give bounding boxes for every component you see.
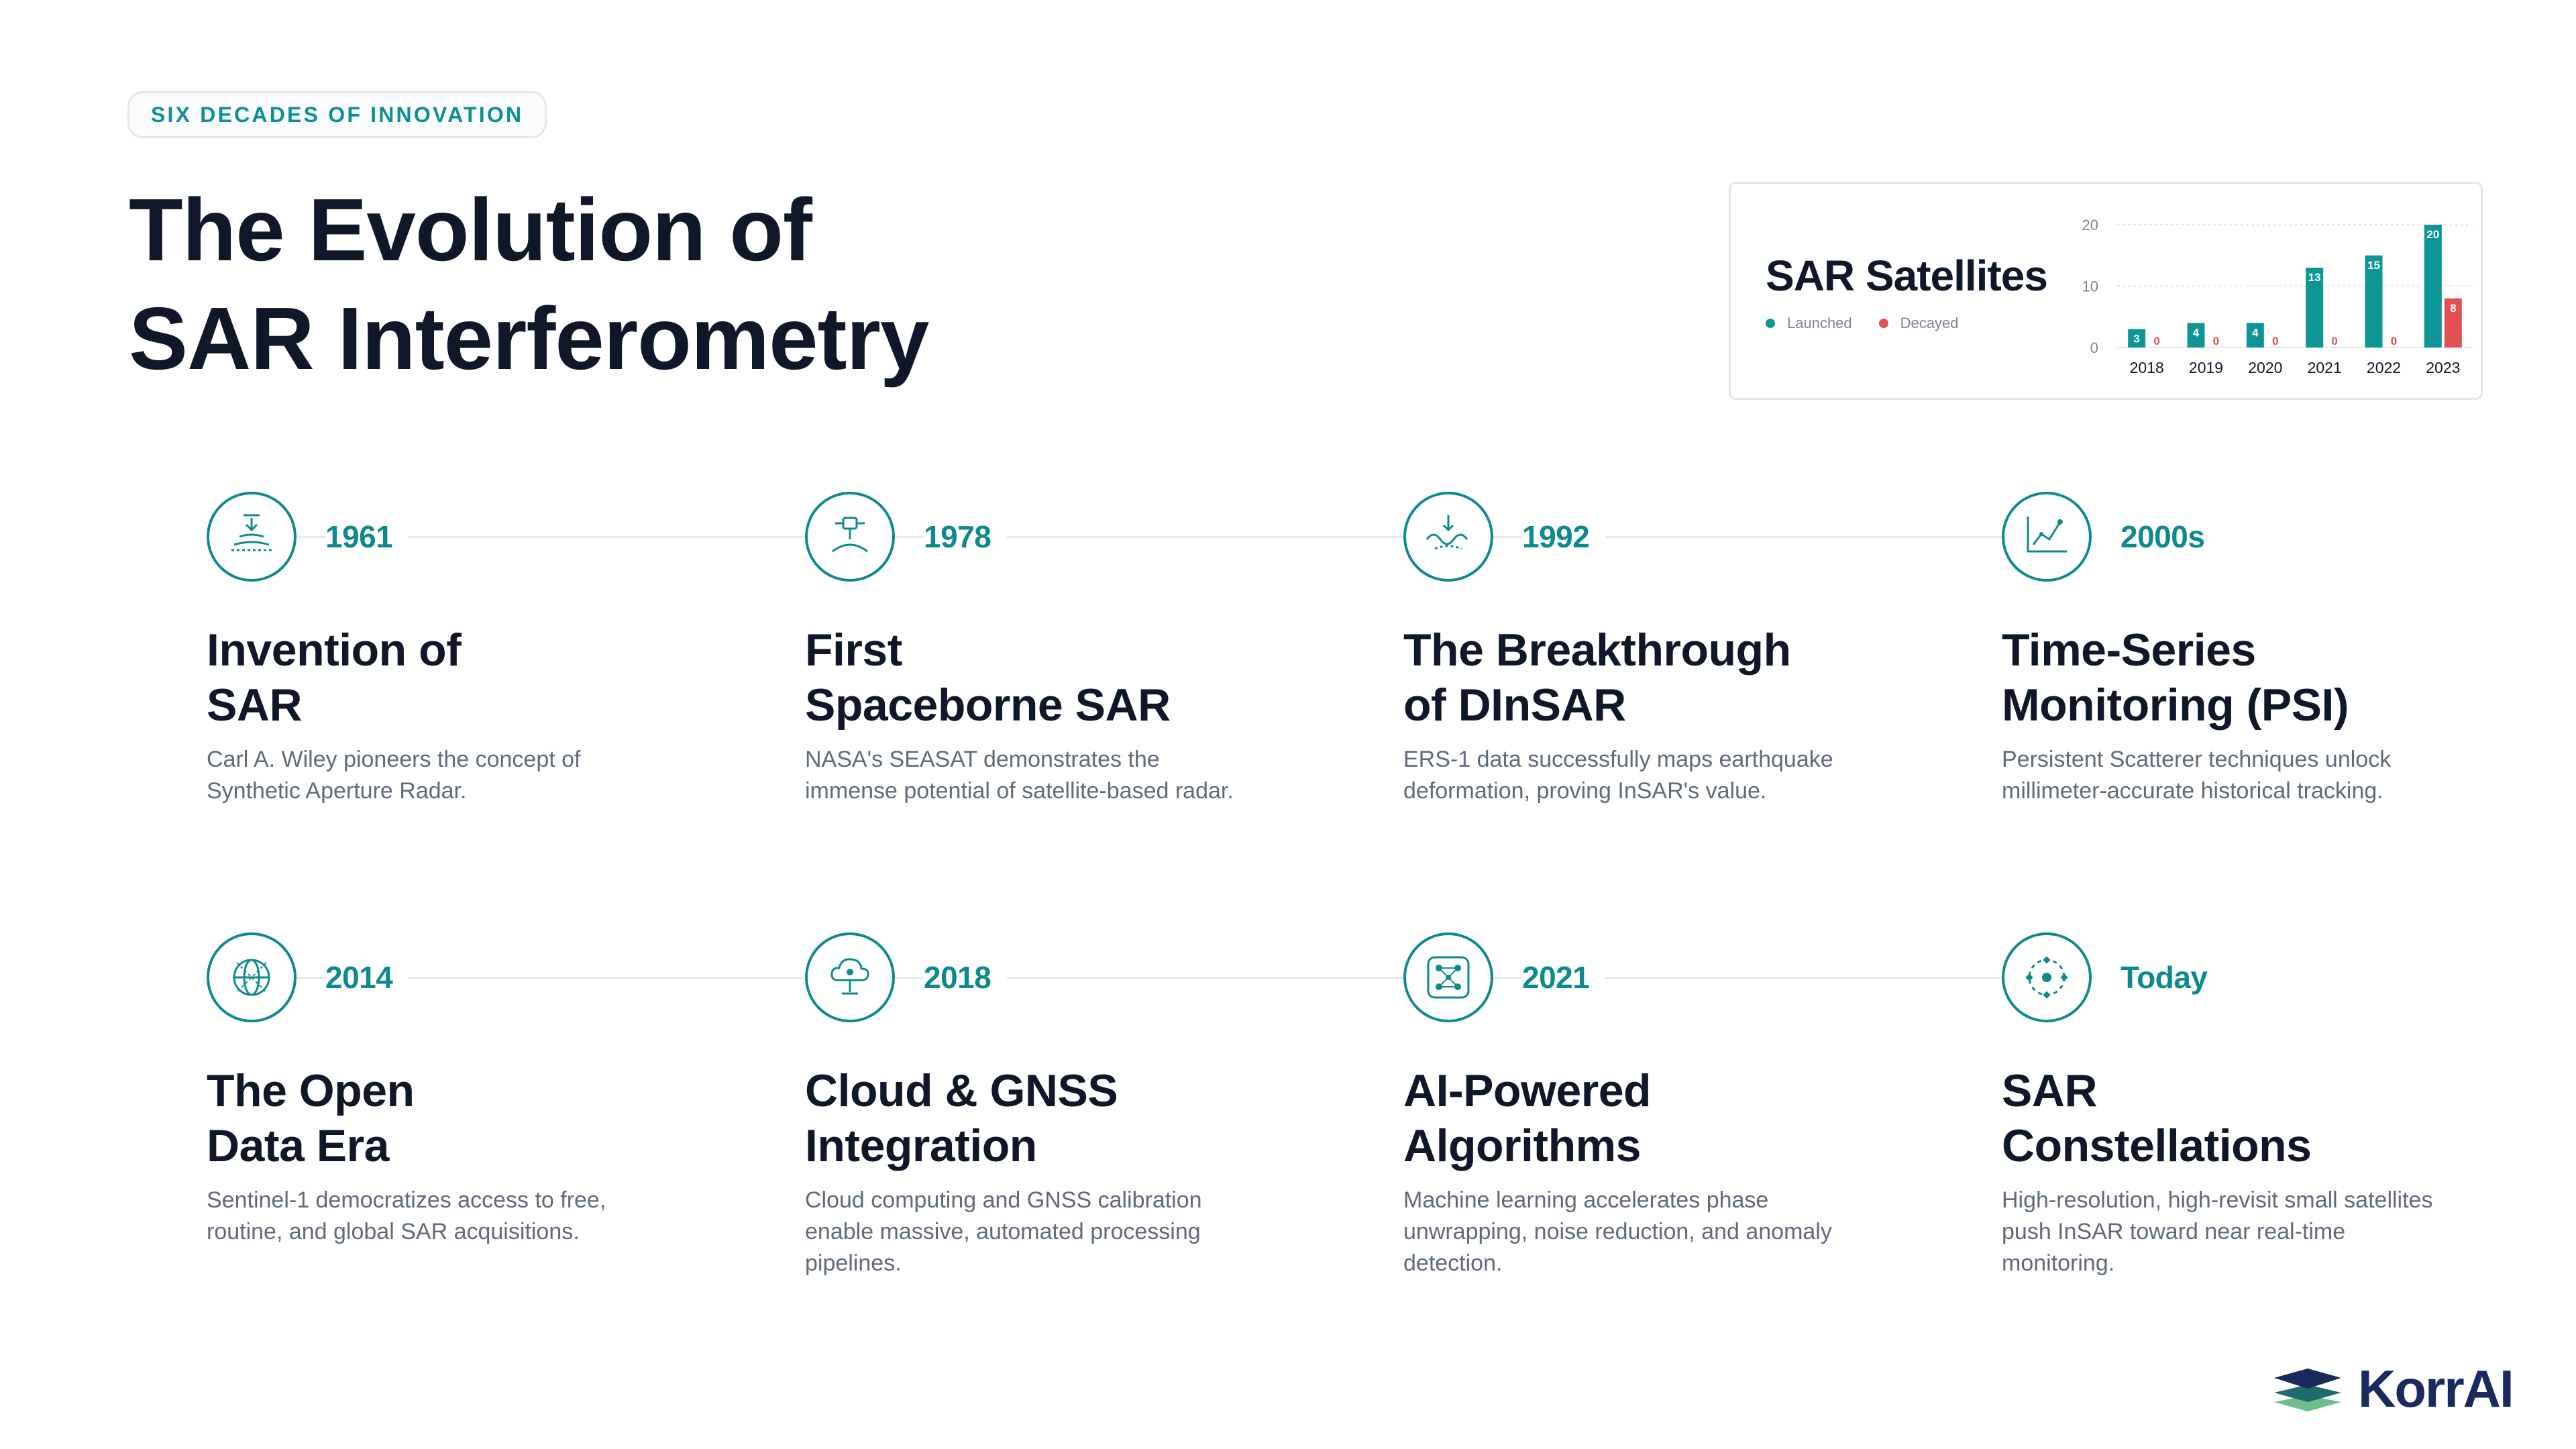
x-tick-label: 2019 [2188,359,2224,376]
bar-chart [1731,184,2481,398]
event-icon-ring [1403,932,1493,1022]
x-tick-label: 2021 [2307,359,2342,376]
event-icon-ring [2002,932,2092,1022]
bar-value-label: 0 [2212,335,2220,347]
event-icon-ring [805,492,895,582]
x-tick-label: 2020 [2248,359,2283,376]
bar-value-label: 0 [2153,335,2160,347]
event-description: Sentinel-1 democratizes access to free, routine, and global SAR acquisitions. [207,1187,606,1244]
section-badge: SIX DECADES OF INNOVATION [127,91,547,138]
bar-value-label: 13 [2308,271,2321,284]
event-icon-ring [207,932,297,1022]
event-year: 1978 [924,515,1007,558]
event-description: Machine learning accelerates phase unwrapping, noise reduction, and anomaly detection. [1403,1187,1832,1276]
legend-label-decayed: Decayed [1900,315,1959,331]
event-year: 1961 [325,515,409,558]
event-icon-ring [2002,492,2092,582]
event-year: 2014 [325,956,409,999]
event-description: Persistent Scatterer techniques unlock millimeter-accurate historical tracking. [2002,747,2392,804]
cloud-gnss-icon [823,951,877,1004]
event-description: High-resolution, high-revisit small satellites push InSAR toward near real-time monitoring. [2002,1187,2433,1276]
event-title: The Breakthrough of DInSAR [1403,625,1791,731]
event-title: First Spaceborne SAR [805,625,1171,731]
event-year: 1992 [1522,515,1605,558]
constellation-icon [2020,951,2074,1004]
x-tick-label: 2023 [2426,359,2461,376]
event-icon-ring [207,492,297,582]
event-year: 2018 [924,956,1007,999]
y-tick-label: 0 [2090,339,2098,356]
event-year: 2000s [2121,515,2220,558]
bar-value-label: 4 [2252,326,2259,339]
radar-dish-icon [225,510,278,564]
chart-card [1729,182,2483,400]
y-tick-label: 20 [2082,217,2098,233]
chart-title: SAR Satellites [1766,252,2047,300]
bar-value-label: 8 [2450,301,2457,315]
legend-label-launched: Launched [1787,315,1852,331]
bar-value-label: 0 [2272,335,2279,347]
bar-value-label: 15 [2367,258,2380,272]
globe-open-icon [225,951,278,1004]
satellite-icon [823,510,877,564]
bar-value-label: 4 [2192,326,2200,339]
wave-deformation-icon [1421,510,1475,564]
line-chart-icon [2020,510,2074,564]
x-tick-label: 2022 [2366,359,2402,376]
event-title: Invention of SAR [207,625,462,731]
event-description: NASA's SEASAT demonstrates the immense potential of satellite-based radar. [805,747,1234,804]
bar-value-label: 20 [2426,228,2440,241]
ai-network-icon [1421,951,1475,1004]
event-description: Carl A. Wiley pioneers the concept of Synthetic Aperture Radar. [207,747,581,804]
y-tick-label: 10 [2082,278,2098,295]
event-description: Cloud computing and GNSS calibration enable massive, automated processing pipelines. [805,1187,1202,1276]
event-title: The Open Data Era [207,1065,415,1171]
korrai-logo [2271,1358,2513,1419]
event-year: Today [2121,956,2224,999]
bar-launched [2424,225,2442,347]
event-title: SAR Constellations [2002,1065,2312,1171]
page-title: The Evolution of SAR Interferometry [129,180,929,388]
event-icon-ring [805,932,895,1022]
logo-layers-icon [2271,1366,2345,1413]
bar-value-label: 0 [2331,335,2338,347]
event-title: Time-Series Monitoring (PSI) [2002,625,2349,731]
event-title: Cloud & GNSS Integration [805,1065,1118,1171]
event-year: 2021 [1522,956,1605,999]
event-title: AI-Powered Algorithms [1403,1065,1652,1171]
x-tick-label: 2018 [2129,359,2164,376]
event-description: ERS-1 data successfully maps earthquake deformation, proving InSAR's value. [1403,747,1833,804]
bar-value-label: 3 [2133,332,2140,345]
event-icon-ring [1403,492,1493,582]
bar-value-label: 0 [2390,335,2398,347]
logo-text: KorrAI [2358,1359,2513,1418]
